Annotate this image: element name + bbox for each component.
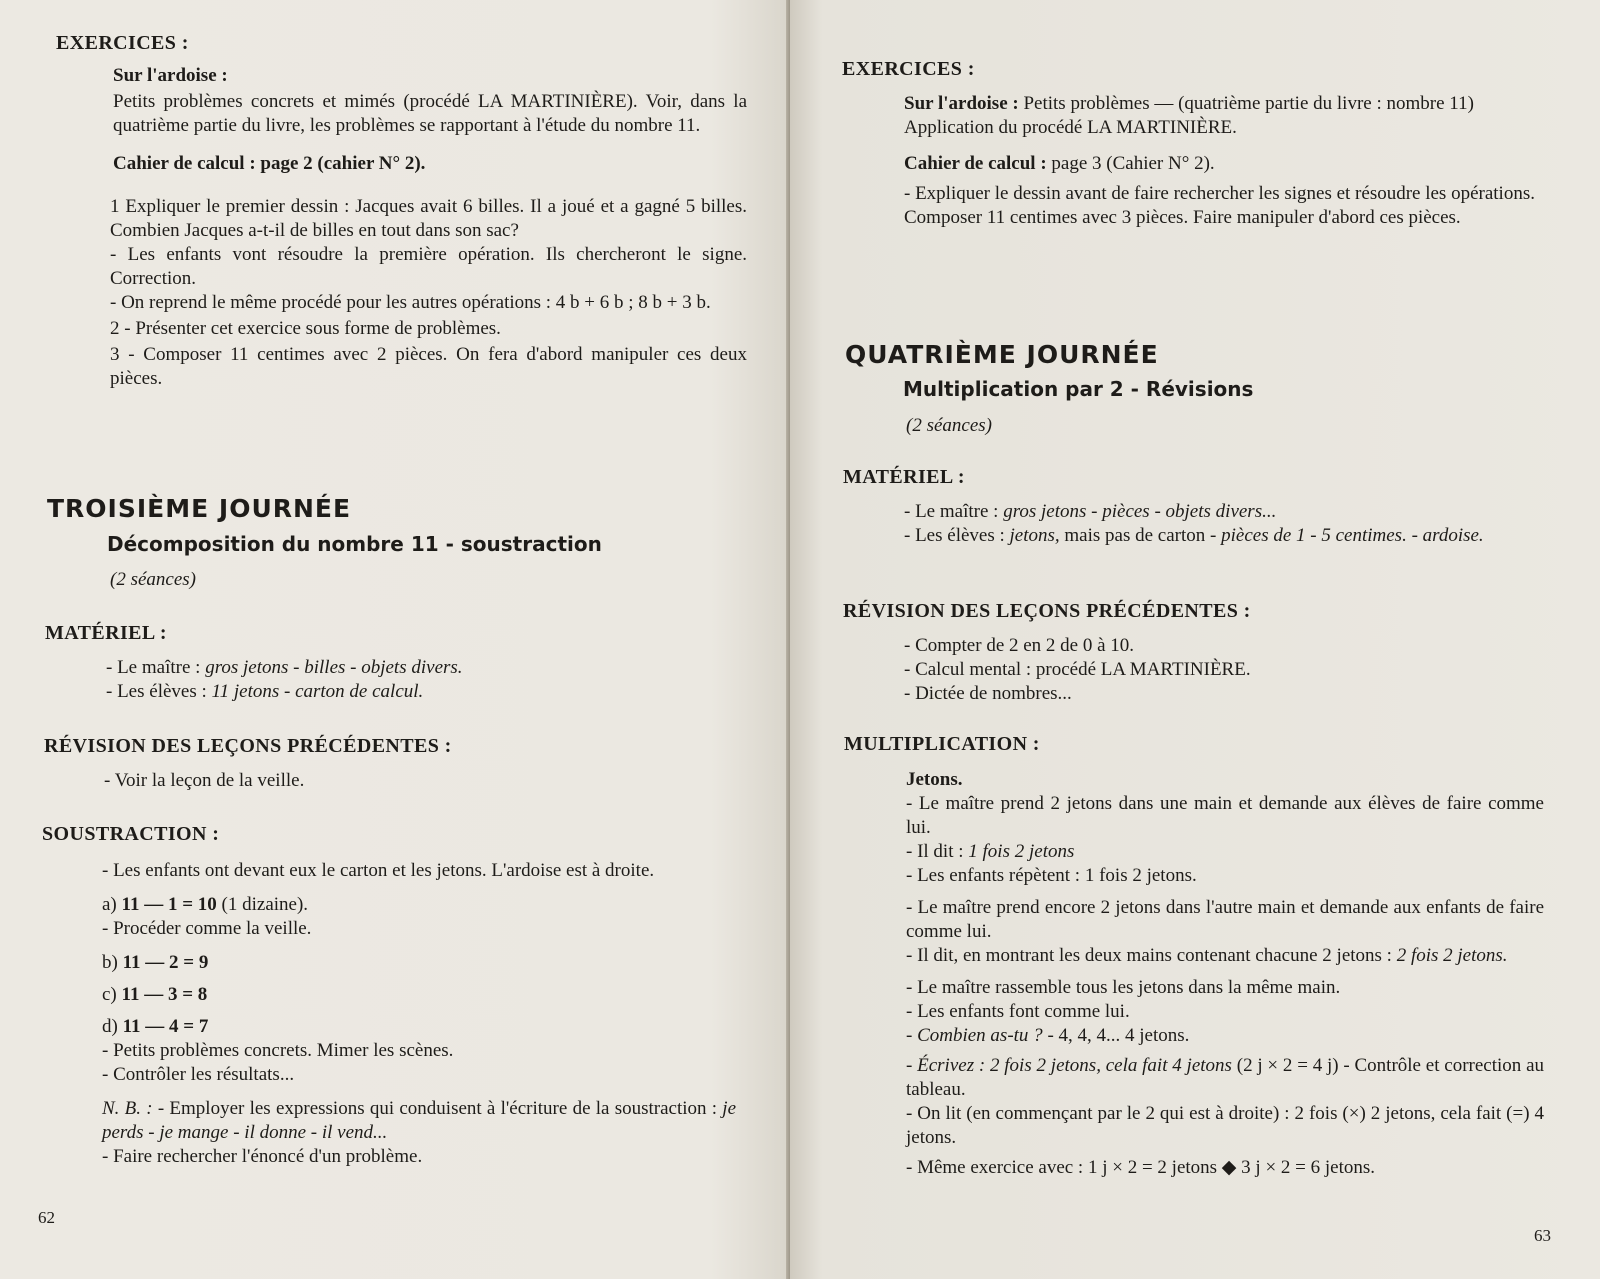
mult-line-11: - Même exercice avec : 1 j × 2 = 2 jetons ◆ 3 j × 2 = 6 jetons. xyxy=(906,1157,1376,1178)
day3-title: TROISIÈME JOURNÉE xyxy=(47,494,352,523)
mult-line-10: - On lit (en commençant par le 2 qui est à droite) : 2 fois (×) 2 jetons, cela fait (=) 4 jetons. xyxy=(906,1103,1544,1148)
revision-item-1: - Compter de 2 en 2 de 0 à 10. xyxy=(904,635,1135,656)
materiel-heading: MATÉRIEL : xyxy=(45,622,167,644)
exercices-items xyxy=(110,195,747,391)
revision-item-3: - Dictée de nombres... xyxy=(904,683,1072,704)
revision-item: - Voir la leçon de la veille. xyxy=(104,770,305,791)
revision-heading: RÉVISION DES LEÇONS PRÉCÉDENTES : xyxy=(44,735,452,757)
mult-line-9: - Écrivez : 2 fois 2 jetons, cela fait 4 jetons (2 j × 2 = 4 j) - Contrôle et correction au tableau. xyxy=(906,1055,1544,1100)
mult-line-6: - Le maître rassemble tous les jetons dans la même main. xyxy=(906,977,1341,998)
exercice-item-1: 1 Expliquer le premier dessin : Jacques avait 6 billes. Il a joué et a gagné 5 billes. Combien Jacques a-t-il de billes en tout dans son sac? xyxy=(110,196,747,241)
materiel-list xyxy=(106,656,746,704)
ardoise-line-2: Application du procédé LA MARTINIÈRE. xyxy=(904,117,1237,138)
cahier-line: Cahier de calcul : page 3 (Cahier N° 2). xyxy=(904,153,1215,174)
soustraction-b: b) 11 — 2 = 9 xyxy=(102,952,209,973)
soustraction-controler: - Contrôler les résultats... xyxy=(102,1064,295,1085)
day4-subtitle: Multiplication par 2 - Révisions xyxy=(903,377,1254,401)
revision-heading-right: RÉVISION DES LEÇONS PRÉCÉDENTES : xyxy=(843,600,1251,622)
soustraction-nb: N. B. : - Employer les expressions qui conduisent à l'écriture de la soustraction : je perds - je mange - il donne - il vend... xyxy=(102,1098,737,1143)
materiel-maitre-right: - Le maître : gros jetons - pièces - objets divers... xyxy=(904,501,1277,522)
mult-line-3: - Les enfants répètent : 1 fois 2 jetons. xyxy=(906,865,1197,886)
jetons-label: Jetons. xyxy=(906,769,963,790)
mult-line-7: - Les enfants font comme lui. xyxy=(906,1001,1130,1022)
ardoise-label: Sur l'ardoise : xyxy=(113,65,228,86)
soustraction-intro: - Les enfants ont devant eux le carton et les jetons. L'ardoise est à droite. xyxy=(102,860,655,881)
exercice-item-1c: - On reprend le même procédé pour les autres opérations : 4 b + 6 b ; 8 b + 3 b. xyxy=(110,292,711,313)
day4-title: QUATRIÈME JOURNÉE xyxy=(845,340,1159,369)
soustraction-a-follow: - Procéder comme la veille. xyxy=(102,918,312,939)
multiplication-block xyxy=(906,768,1544,1180)
day4-seances: (2 séances) xyxy=(906,415,992,436)
cahier-label: Cahier de calcul : page 2 (cahier N° 2). xyxy=(113,153,426,174)
expliquer-line: - Expliquer le dessin avant de faire rechercher les signes et résoudre les opérations. xyxy=(904,183,1535,204)
exercice-item-2: 2 - Présenter cet exercice sous forme de problèmes. xyxy=(110,318,501,339)
materiel-list-right xyxy=(904,500,1544,548)
materiel-eleves-right: - Les élèves : jetons, mais pas de carton - pièces de 1 - 5 centimes. - ardoise. xyxy=(904,525,1484,546)
mult-line-1: - Le maître prend 2 jetons dans une main et demande aux élèves de faire comme lui. xyxy=(906,793,1544,838)
materiel-maitre: - Le maître : gros jetons - billes - objets divers. xyxy=(106,657,463,678)
materiel-eleves: - Les élèves : 11 jetons - carton de calcul. xyxy=(106,681,424,702)
soustraction-d: d) 11 — 4 = 7 xyxy=(102,1016,209,1037)
mult-line-4: - Le maître prend encore 2 jetons dans l'autre main et demande aux enfants de faire comme lui. xyxy=(906,897,1544,942)
page-number-right: 63 xyxy=(1534,1226,1551,1245)
soustraction-c: c) 11 — 3 = 8 xyxy=(102,984,208,1005)
mult-line-8: - Combien as-tu ? - 4, 4, 4... 4 jetons. xyxy=(906,1025,1190,1046)
left-page xyxy=(0,0,790,1279)
soustraction-faire: - Faire rechercher l'énoncé d'un problème. xyxy=(102,1146,423,1167)
day3-subtitle: Décomposition du nombre 11 - soustraction xyxy=(107,532,602,556)
revision-item-2: - Calcul mental : procédé LA MARTINIÈRE. xyxy=(904,659,1251,680)
composer-line: Composer 11 centimes avec 3 pièces. Faire manipuler d'abord ces pièces. xyxy=(904,207,1461,228)
exercices-block xyxy=(113,64,747,176)
ardoise-line: Sur l'ardoise : Petits problèmes — (quatrième partie du livre : nombre 11) xyxy=(904,93,1474,114)
ardoise-text: Petits problèmes concrets et mimés (procédé LA MARTINIÈRE). Voir, dans la quatrième partie du livre, les problèmes se rapportant à l'étude du nombre 11. xyxy=(113,91,747,136)
exercice-item-3: 3 - Composer 11 centimes avec 2 pièces. On fera d'abord manipuler ces deux pièces. xyxy=(110,344,747,389)
soustraction-petits: - Petits problèmes concrets. Mimer les scènes. xyxy=(102,1040,454,1061)
mult-line-5: - Il dit, en montrant les deux mains contenant chacune 2 jetons : 2 fois 2 jetons. xyxy=(906,945,1508,966)
exercice-item-1b: - Les enfants vont résoudre la première opération. Ils chercheront le signe. Correction. xyxy=(110,244,747,289)
soustraction-block xyxy=(102,859,736,1169)
multiplication-heading: MULTIPLICATION : xyxy=(844,733,1040,755)
page-number-left: 62 xyxy=(38,1208,55,1227)
revision-list-right xyxy=(904,634,1544,706)
materiel-heading-right: MATÉRIEL : xyxy=(843,466,965,488)
exercices-heading-right: EXERCICES : xyxy=(842,58,975,80)
day3-seances: (2 séances) xyxy=(110,569,196,590)
soustraction-heading: SOUSTRACTION : xyxy=(42,823,220,845)
exercices-heading: EXERCICES : xyxy=(56,32,189,54)
exercices-block-right xyxy=(904,92,1544,230)
mult-line-2: - Il dit : 1 fois 2 jetons xyxy=(906,841,1075,862)
right-page xyxy=(790,0,1600,1279)
soustraction-a: a) 11 — 1 = 10 (1 dizaine). xyxy=(102,894,309,915)
